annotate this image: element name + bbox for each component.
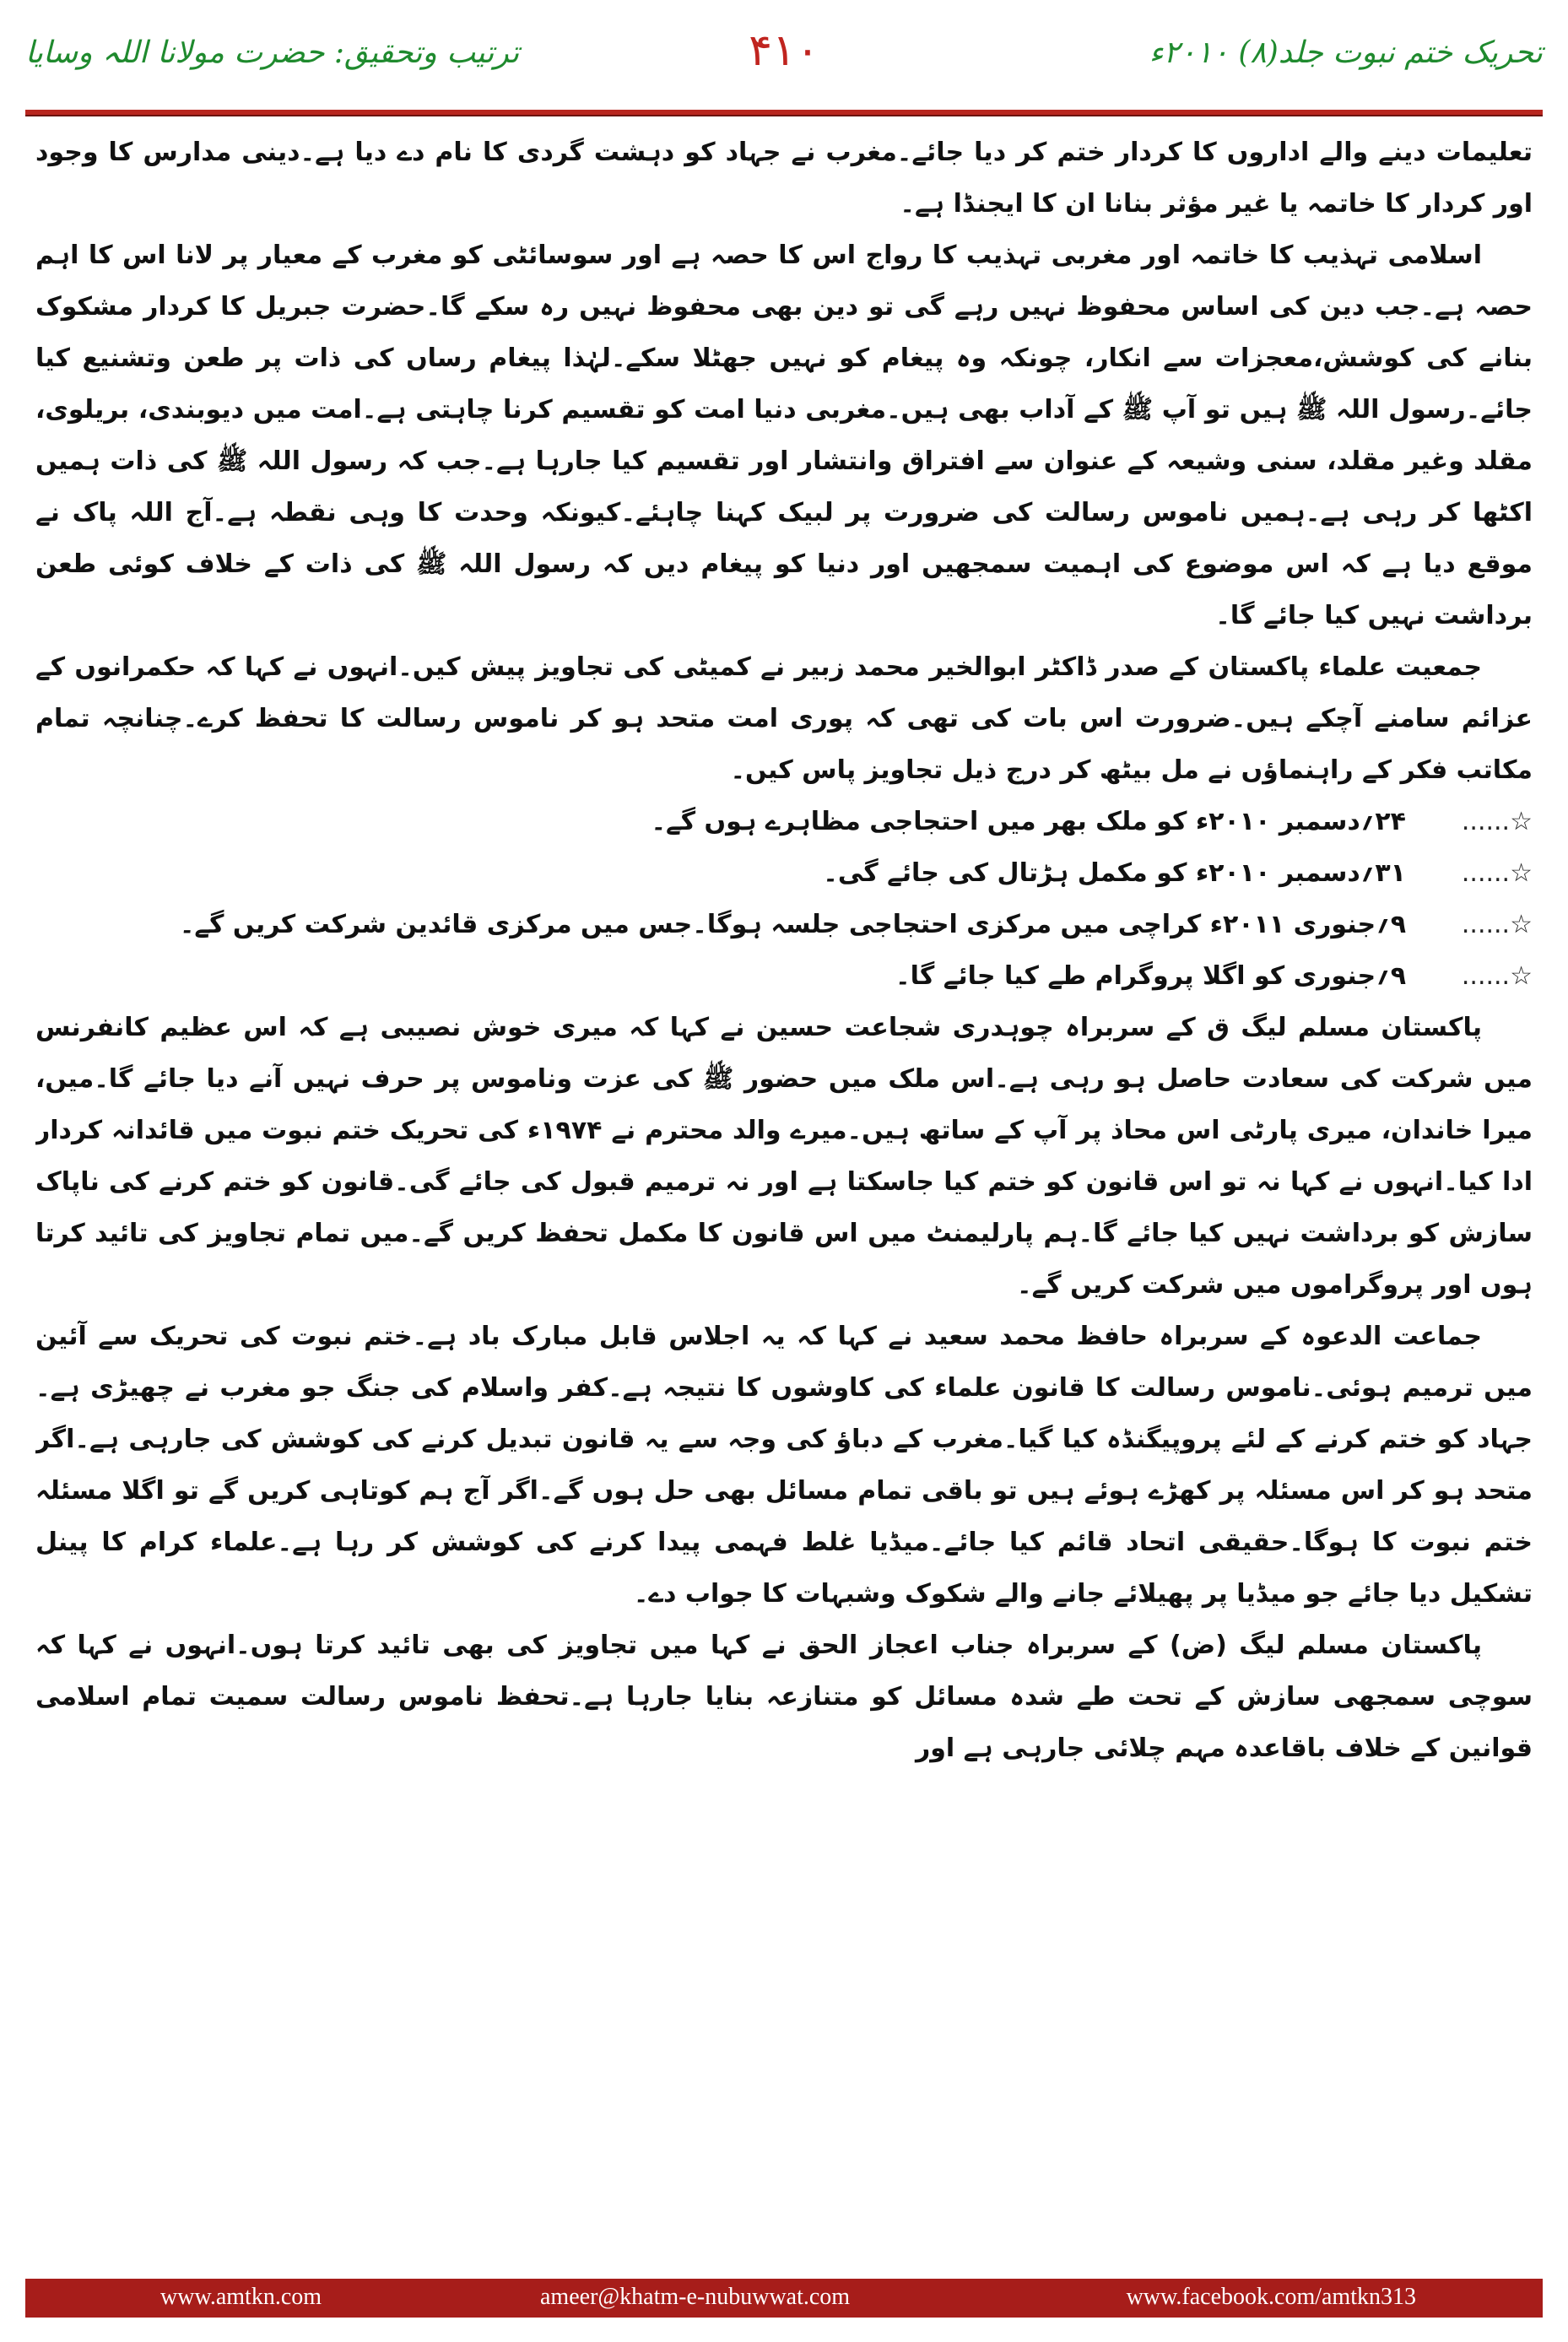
star-bullet-icon: ☆...... (1461, 910, 1533, 939)
page-number: ۴۱۰ (749, 25, 819, 76)
proposal-text: ۹؍جنوری ۲۰۱۱ء کراچی میں مرکزی احتجاجی جلسہ ہوگا۔جس میں مرکزی قائدین شرکت کریں گے۔ (179, 910, 1406, 939)
compiler-credit: ترتیب وتحقیق: حضرت مولانا اللہ وسایا (25, 35, 520, 70)
paragraph-5: جماعت الدعوہ کے سربراہ حافظ محمد سعید نے کہا کہ یہ اجلاس قابل مبارک باد ہے۔ختم نبوت کی تحریک سے آئین میں ترمیم ہوئی۔ناموس رسالت کا قانون علماء کی کاوشوں کا نتیجہ ہے۔کفر واسلام کی جنگ جو مغرب نے چھیڑی ہے۔جہاد کو ختم کرنے کے لئے پروپیگنڈہ کیا گیا۔مغرب کے دباؤ کی وجہ سے یہ قانون تبدیل کرنے کی کوشش کی جارہی ہے۔اگر متحد ہو کر اس مسئلہ پر کھڑے ہوئے ہیں تو باقی تمام مسائل بھی حل ہوں گے۔اگر آج ہم کوتاہی کریں گے تو اگلا مسئلہ ختم نبوت کا ہوگا۔حقیقی اتحاد قائم کیا جائے۔میڈیا غلط فہمی پیدا کرنے کی کوشش کر رہا ہے۔علماء کرام کا پینل تشکیل دیا جائے جو میڈیا پر پھیلائے جانے والے شکوک وشبہات کا جواب دے۔ (35, 1322, 1533, 1609)
paragraph-1: تعلیمات دینے والے اداروں کا کردار ختم کر دیا جائے۔مغرب نے جہاد کو دہشت گردی کا نام دے دیا ہے۔دینی مدارس کا وجود اور کردار کا خاتمہ یا غیر مؤثر بنانا ان کا ایجنڈا ہے۔ (35, 138, 1533, 219)
proposal-text: ۹؍جنوری کو اگلا پروگرام طے کیا جائے گا۔ (895, 961, 1406, 991)
proposal-text: ۳۱؍دسمبر ۲۰۱۰ء کو مکمل ہڑتال کی جائے گی۔ (823, 858, 1406, 888)
page-header (25, 25, 1543, 105)
proposal-text: ۲۴؍دسمبر ۲۰۱۰ء کو ملک بھر میں احتجاجی مظاہرے ہوں گے۔ (651, 807, 1406, 836)
star-bullet-icon: ☆...... (1461, 858, 1533, 888)
proposal-item (35, 899, 1533, 950)
paragraph-4: پاکستان مسلم لیگ ق کے سربراہ چوہدری شجاعت حسین نے کہا کہ میری خوش نصیبی ہے کہ اس عظیم کانفرنس میں شرکت کی سعادت حاصل ہو رہی ہے۔اس ملک میں حضور ﷺ کی عزت وناموس پر حرف نہیں آنے دیا جائے گا۔میں، میرا خاندان، میری پارٹی اس محاذ پر آپ کے ساتھ ہیں۔میرے والد محترم نے ۱۹۷۴ء کی تحریک ختم نبوت میں قائدانہ کردار ادا کیا۔انہوں نے کہا نہ تو اس قانون کو ختم کیا جاسکتا ہے اور نہ ترمیم قبول کی جائے گی۔قانون کو ختم کرنے کی ناپاک سازش کو برداشت نہیں کیا جائے گا۔ہم پارلیمنٹ میں اس قانون کا مکمل تحفظ کریں گے۔میں تمام تجاویز کی تائید کرتا ہوں اور پروگراموں میں شرکت کریں گے۔ (35, 1013, 1533, 1300)
proposals-list (35, 796, 1533, 1002)
website-link[interactable]: www.amtkn.com (160, 2284, 322, 2310)
paragraph-3: جمعیت علماء پاکستان کے صدر ڈاکٹر ابوالخیر محمد زبیر نے کمیٹی کی تجاویز پیش کیں۔انہوں نے کہا کہ حکمرانوں کے عزائم سامنے آچکے ہیں۔ضرورت اس بات کی تھی کہ پوری امت متحد ہو کر ناموس رسالت کا تحفظ کرے۔چنانچہ تمام مکاتب فکر کے راہنماؤں نے مل بیٹھ کر درج ذیل تجاویز پاس کیں۔ (35, 652, 1533, 785)
page-footer (25, 2279, 1543, 2318)
star-bullet-icon: ☆...... (1461, 807, 1533, 836)
proposal-item (35, 796, 1533, 847)
proposal-item (35, 950, 1533, 1002)
proposal-item (35, 847, 1533, 899)
book-title: تحریک ختم نبوت جلد(۸) ۲۰۱۰ء (1149, 35, 1543, 70)
page-body (35, 127, 1533, 2258)
header-divider (25, 110, 1543, 116)
paragraph-2: اسلامی تہذیب کا خاتمہ اور مغربی تہذیب کا رواج اس کا حصہ ہے اور سوسائٹی کو مغرب کے معیار پر لانا اس کا اہم حصہ ہے۔جب دین کی اساس محفوظ نہیں رہے گی تو دین بھی محفوظ نہیں رہ سکے گا۔حضرت جبریل کا کردار مشکوک بنانے کی کوشش،معجزات سے انکار، چونکہ وہ پیغام کو نہیں جھٹلا سکے۔لہٰذا پیغام رساں کی ذات پر طعن وتشنیع کیا جائے۔رسول اللہ ﷺ ہیں تو آپ ﷺ کے آداب بھی ہیں۔مغربی دنیا امت کو تقسیم کرنا چاہتی ہے۔امت میں دیوبندی، بریلوی، مقلد وغیر مقلد، سنی وشیعہ کے عنوان سے افتراق وانتشار اور تقسیم کیا جارہا ہے۔جب کہ رسول اللہ ﷺ کی ذات ہمیں اکٹھا کر رہی ہے۔ہمیں ناموس رسالت کی ضرورت پر لبیک کہنا چاہئے۔کیونکہ وحدت کا وہی نقطہ ہے۔آج اللہ پاک نے موقع دیا ہے کہ اس موضوع کی اہمیت سمجھیں اور دنیا کو پیغام دیں کہ رسول اللہ ﷺ کی ذات کے خلاف کوئی طعن برداشت نہیں کیا جائے گا۔ (35, 241, 1533, 630)
email-link[interactable]: ameer@khatm-e-nubuwwat.com (540, 2284, 851, 2310)
paragraph-6: پاکستان مسلم لیگ (ض) کے سربراہ جناب اعجاز الحق نے کہا میں تجاویز کی بھی تائید کرتا ہوں۔انہوں نے کہا کہ سوچی سمجھی سازش کے تحت طے شدہ مسائل کو متنازعہ بنایا جارہا ہے۔تحفظ ناموس رسالت سمیت تمام اسلامی قوانین کے خلاف باقاعدہ مہم چلائی جارہی ہے اور (35, 1631, 1533, 1763)
facebook-link[interactable]: www.facebook.com/amtkn313 (1126, 2284, 1416, 2310)
star-bullet-icon: ☆...... (1461, 961, 1533, 991)
